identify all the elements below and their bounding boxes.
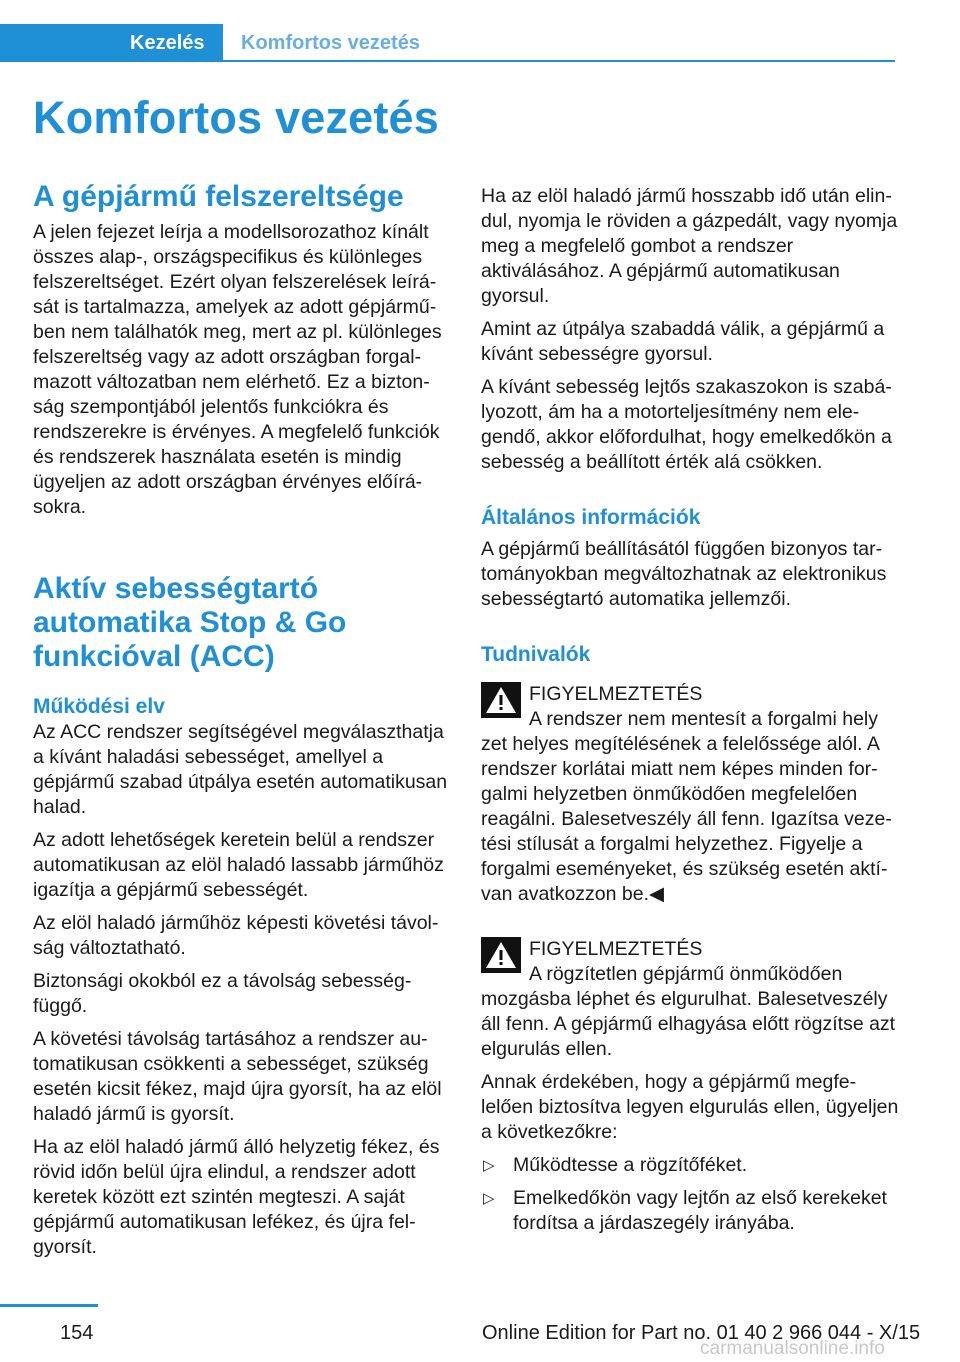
list-item-text: Emelkedőkön vagy lejtőn az első kerekeket fordítsa a járdaszegély irányába. — [513, 1187, 887, 1234]
tab-kezeles[interactable]: Kezelés — [0, 24, 223, 62]
paragraph-principle-4: Biztonsági okokból ez a távolság sebességfüggő. — [33, 970, 412, 1017]
warning-text-1-first: A rendszer nem mentesít a forgalmi hely — [529, 708, 878, 730]
warning-label-1: FIGYELMEZTETÉS — [529, 683, 703, 705]
paragraph-principle-5: A követési távolság tartásához a rendszer automatikusan csökkenti a sebességet, szükség esetén kicsit fékez, majd újra gyorsít, ha az elöl haladó jármű is gyorsít. — [33, 1028, 442, 1125]
heading-notes: Tudnivalók — [481, 643, 591, 666]
paragraph-right-3: A kívánt sebesség lejtős szakaszokon is szabályozott, ám ha a motorteljesítmény nem elegendő, akkor előfordulhat, hogy emelkedőkön a sebesség a beállított érték alá csökken. — [481, 376, 892, 473]
bullet-triangle-icon: ▷ — [483, 1190, 495, 1207]
paragraph-general-info: A gépjármű beállításától függően bizonyos tartományokban megváltozhatnak az elektronikus sebességtartó automatika jellemzői. — [481, 538, 887, 610]
warning-triangle-icon — [481, 682, 521, 718]
warning-block-1 — [481, 682, 899, 907]
page-title: Komfortos vezetés — [33, 92, 440, 143]
bullet-list — [481, 1153, 899, 1236]
heading-principle: Működési elv — [33, 695, 165, 718]
paragraph-principle-3: Az elöl haladó járműhöz képesti követési távolság változtatható. — [33, 912, 439, 959]
paragraph-principle-6: Ha az elöl haladó jármű álló helyzetig fékez, és rövid időn belül újra elindul, a rendszer adott keretek között ezt szintén megteszi. A saját gépjármű automatikusan lefékez, és újra felgyorsít. — [33, 1136, 440, 1258]
list-item — [481, 1153, 899, 1178]
tab-komfortos-vezetes[interactable]: Komfortos vezetés — [241, 32, 420, 54]
heading-acc: Aktív sebességtartó automatika Stop & Go funkcióval (ACC) — [33, 572, 347, 673]
bullet-triangle-icon: ▷ — [483, 1157, 495, 1174]
header-tab-bar — [0, 24, 895, 62]
watermark: carmanualsonline.info — [700, 1338, 885, 1359]
paragraph-right-1: Ha az elöl haladó jármű hosszabb idő után elindul, nyomja le röviden a gázpedált, vagy nyomja meg a megfelelő gombot a rendszer aktiválásához. A gépjármű automatikusan gyorsul. — [481, 185, 898, 307]
paragraph-right-2: Amint az útpálya szabaddá válik, a gépjármű a kívánt sebességre gyorsul. — [481, 318, 885, 365]
warning-text-2-first: A rögzítetlen gépjármű önműködően — [529, 963, 843, 985]
warning-text-2-rest: mozgásba léphet és elgurulhat. Balesetveszély áll fenn. A gépjármű elhagyása előtt rögzítse azt elgurulás ellen. — [481, 988, 896, 1060]
list-item-text: Működtesse a rögzítőféket. — [513, 1154, 748, 1176]
paragraph-principle-1: Az ACC rendszer segítségével megválaszthatja a kívánt haladási sebességet, amellyel a gépjármű szabad útpálya esetén automatikusan halad. — [33, 721, 448, 818]
warning-label-2: FIGYELMEZTETÉS — [529, 938, 703, 960]
warning-block-2 — [481, 937, 899, 1062]
footer-rule — [0, 1304, 98, 1307]
paragraph-principle-2: Az adott lehetőségek keretein belül a rendszer automatikusan az elöl haladó lassabb járműhöz igazítja a gépjármű sebességét. — [33, 829, 444, 901]
heading-equipment: A gépjármű felszereltsége — [33, 180, 404, 213]
list-item — [481, 1186, 899, 1236]
heading-general-info: Általános információk — [481, 506, 701, 529]
right-column — [481, 184, 899, 1236]
paragraph-equipment: A jelen fejezet leírja a modellsorozathoz kínált összes alap-, országspecifikus és különleges felszereltséget. Ezért olyan felszerelések leírását is tartalmazza, amelyek az adott gépjárműben nem találhatók meg, mert az pl. különleges felszereltség vagy az adott országban forgalmazott változatban nem elérhető. Ez a biztonság szempontjából jelentős funkciókra és rendszerekre is érvényes. A megfelelő funkciók és rendszerek használata esetén is mindig ügyeljen az adott országban érvényes előírásokra. — [33, 221, 442, 518]
paragraph-after-warnings: Annak érdekében, hogy a gépjármű megfelelően biztosítva legyen elgurulás ellen, ügyeljen a következőkre: — [481, 1071, 899, 1143]
left-column — [33, 180, 451, 1260]
edition-text: Online Edition for Part no. 01 40 2 966 044 - X/15 — [482, 1322, 921, 1344]
warning-triangle-icon — [481, 937, 521, 973]
warning-text-1-rest: zet helyes megítélésének a felelőssége alól. A rendszer korlátai miatt nem képes minden forgalmi helyzetben önműködően megfelelően reagálni. Balesetveszély áll fenn. Igazítsa vezetési stílusát a forgalmi helyzethez. Figyelje a forgalmi eseményeket, és szükség esetén aktívan avatkozzon be.◀ — [481, 733, 892, 905]
page-number: 154 — [60, 1322, 94, 1344]
